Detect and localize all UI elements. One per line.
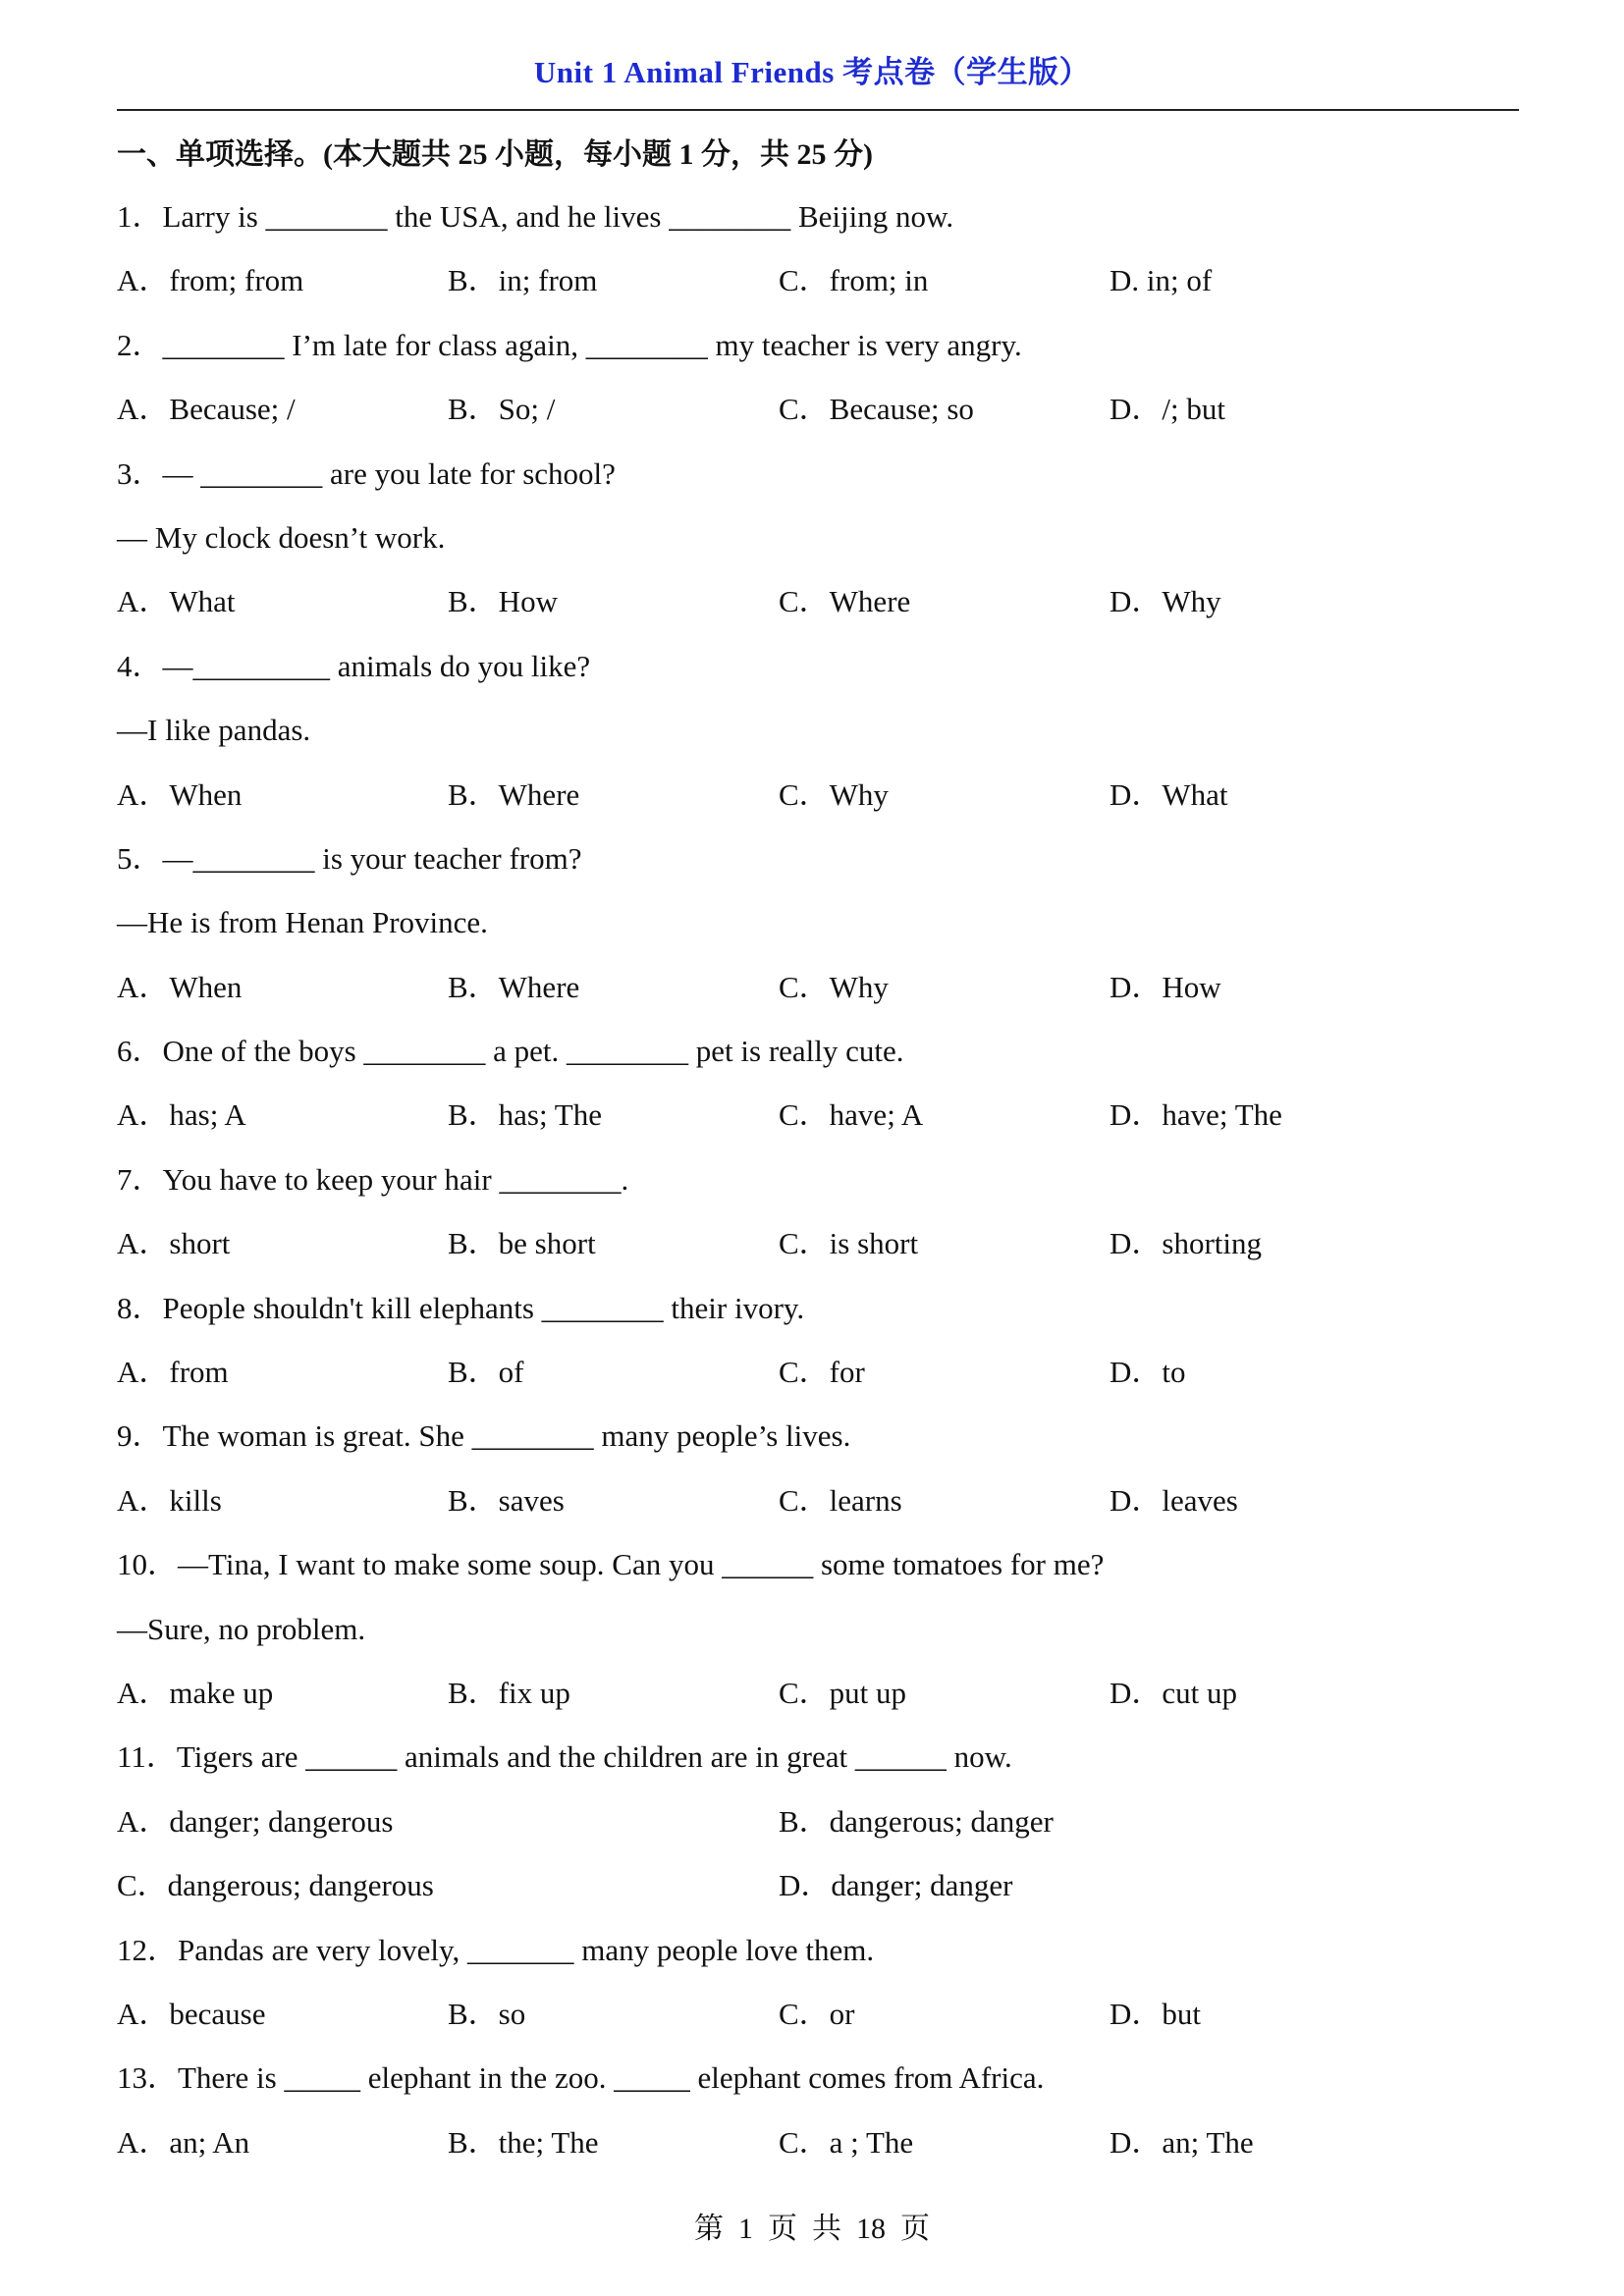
option-b[interactable]: B．Where — [448, 776, 580, 812]
question-answer-line: —He is from Henan Province. — [117, 905, 488, 940]
option-b[interactable]: B．of — [448, 1355, 524, 1390]
option-b[interactable]: B．the; The — [448, 2124, 599, 2160]
question-answer-line: —Sure, no problem. — [117, 1611, 366, 1646]
page-number: 第 1 页 共 18 页 — [694, 2213, 930, 2245]
option-a[interactable]: A．kills — [117, 1482, 222, 1518]
option-d[interactable]: D. in; of — [1110, 263, 1213, 298]
option-b[interactable]: B．dangerous; danger — [779, 1803, 1054, 1839]
option-a[interactable]: A．Because; / — [117, 392, 296, 427]
option-b[interactable]: B．Where — [448, 969, 580, 1004]
question-stem: 10．—Tina, I want to make some soup. Can you ______ some tomatoes for me? — [117, 1547, 1105, 1582]
question-stem: 12．Pandas are very lovely, _______ many people love them. — [117, 1932, 875, 1967]
option-c[interactable]: C．dangerous; dangerous — [117, 1868, 434, 1903]
option-a[interactable]: A．When — [117, 969, 243, 1004]
option-c[interactable]: C．learns — [779, 1482, 902, 1518]
option-row — [117, 1468, 1519, 1532]
option-c[interactable]: C．put up — [779, 1675, 907, 1710]
question-stem: 1．Larry is ________ the USA, and he lives ________ Beijing now. — [117, 199, 954, 234]
option-b[interactable]: B．be short — [448, 1226, 596, 1261]
option-a[interactable]: A．short — [117, 1226, 231, 1261]
option-a[interactable]: A．an; An — [117, 2124, 250, 2160]
question-stem: 8．People shouldn't kill elephants ________ their ivory. — [117, 1290, 805, 1325]
option-d[interactable]: D．cut up — [1110, 1675, 1238, 1710]
option-row — [117, 1853, 1519, 1917]
section-heading: 一、单项选择。(本大题共 25 小题，每小题 1 分，共 25 分) — [117, 138, 873, 171]
question-list — [117, 185, 1519, 2174]
option-c[interactable]: C．have; A — [779, 1097, 924, 1133]
option-d[interactable]: D．danger; danger — [779, 1868, 1013, 1903]
option-d[interactable]: D．/; but — [1110, 392, 1225, 427]
option-row — [117, 2110, 1519, 2174]
option-row — [117, 1340, 1519, 1404]
option-row — [117, 763, 1519, 827]
option-d[interactable]: D．to — [1110, 1355, 1186, 1390]
option-a[interactable]: A．danger; dangerous — [117, 1803, 394, 1839]
question-stem: 13．There is _____ elephant in the zoo. _____ elephant comes from Africa. — [117, 2060, 1045, 2096]
option-b[interactable]: B．in; from — [448, 263, 598, 298]
option-a[interactable]: A．from — [117, 1355, 229, 1390]
option-c[interactable]: C．a ; The — [779, 2124, 914, 2160]
question-stem: 6．One of the boys ________ a pet. ________ pet is really cute. — [117, 1034, 904, 1069]
option-c[interactable]: C．or — [779, 1996, 855, 2031]
option-row — [117, 1211, 1519, 1275]
option-row — [117, 1789, 1519, 1853]
question-answer-line: —I like pandas. — [117, 713, 311, 748]
option-c[interactable]: C．Because; so — [779, 392, 974, 427]
option-c[interactable]: C．from; in — [779, 263, 929, 298]
option-c[interactable]: C．Why — [779, 776, 889, 812]
option-a[interactable]: A．make up — [117, 1675, 274, 1710]
option-b[interactable]: B．has; The — [448, 1097, 602, 1133]
option-c[interactable]: C．is short — [779, 1226, 919, 1261]
option-row — [117, 569, 1519, 633]
option-b[interactable]: B．So; / — [448, 392, 556, 427]
option-d[interactable]: D．How — [1110, 969, 1221, 1004]
option-c[interactable]: C．Where — [779, 584, 911, 619]
question-stem: 3．— ________ are you late for school? — [117, 455, 616, 491]
question-stem: 2．________ I’m late for class again, ________ my teacher is very angry. — [117, 327, 1022, 362]
option-row — [117, 1083, 1519, 1147]
option-c[interactable]: C．Why — [779, 969, 889, 1004]
header-divider — [117, 109, 1519, 111]
option-a[interactable]: A．When — [117, 776, 243, 812]
option-d[interactable]: D．have; The — [1110, 1097, 1282, 1133]
option-b[interactable]: B．saves — [448, 1482, 565, 1518]
option-d[interactable]: D．shorting — [1110, 1226, 1262, 1261]
option-d[interactable]: D．but — [1110, 1996, 1201, 2031]
option-row — [117, 955, 1519, 1019]
option-a[interactable]: A．from; from — [117, 263, 304, 298]
option-d[interactable]: D．What — [1110, 776, 1228, 812]
page-title: Unit 1 Animal Friends 考点卷（学生版） — [533, 55, 1091, 89]
option-b[interactable]: B．How — [448, 584, 558, 619]
option-b[interactable]: B．so — [448, 1996, 526, 2031]
option-b[interactable]: B．fix up — [448, 1675, 570, 1710]
option-a[interactable]: A．because — [117, 1996, 266, 2031]
option-a[interactable]: A．What — [117, 584, 236, 619]
question-answer-line: — My clock doesn’t work. — [117, 519, 446, 555]
question-stem: 9．The woman is great. She ________ many people’s lives. — [117, 1418, 851, 1454]
question-stem: 5．—________ is your teacher from? — [117, 840, 582, 876]
option-d[interactable]: D．Why — [1110, 584, 1221, 619]
question-stem: 11．Tigers are ______ animals and the children are in great ______ now. — [117, 1739, 1012, 1775]
option-c[interactable]: C．for — [779, 1355, 865, 1390]
option-a[interactable]: A．has; A — [117, 1097, 246, 1133]
question-stem: 7．You have to keep your hair ________. — [117, 1161, 629, 1197]
option-row — [117, 248, 1519, 312]
option-d[interactable]: D．leaves — [1110, 1482, 1238, 1518]
option-row — [117, 1661, 1519, 1725]
option-row — [117, 377, 1519, 441]
option-row — [117, 1982, 1519, 2046]
question-stem: 4．—_________ animals do you like? — [117, 648, 591, 683]
option-d[interactable]: D．an; The — [1110, 2124, 1254, 2160]
